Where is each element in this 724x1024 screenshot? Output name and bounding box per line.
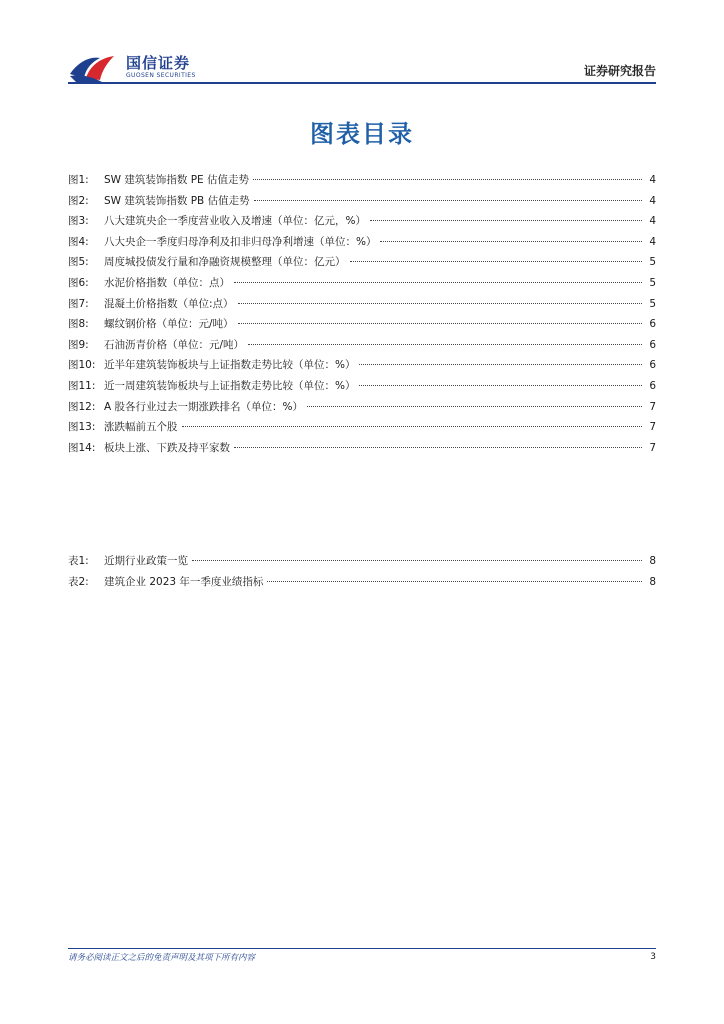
toc-entry[interactable] [68,296,656,317]
toc-dot-leader [238,303,642,304]
toc-dot-leader [182,426,643,427]
toc-entry[interactable] [68,357,656,378]
toc-entry-number: 表2: [68,575,89,588]
page-title: 图表目录 [310,120,414,148]
toc-entry-title: 近一周建筑装饰板块与上证指数走势比较（单位：%） [104,379,356,392]
toc-entry-title: 八大央企一季度归母净利及扣非归母净利增速（单位：%） [104,235,377,248]
toc-entry[interactable] [68,419,656,440]
toc-entry-number: 图3: [68,215,89,228]
toc-entry-page: 6 [649,338,656,351]
toc-entry-number: 图5: [68,256,89,269]
toc-entry-page: 7 [649,441,656,454]
toc-entry[interactable] [68,316,656,337]
toc-entry-title: 板块上涨、下跌及持平家数 [104,441,230,454]
toc-entry[interactable] [68,399,656,420]
toc-entry-page: 5 [649,256,656,269]
toc-entry-title: 近期行业政策一览 [104,555,188,567]
toc-entry-page: 7 [649,421,656,434]
toc-entry[interactable] [68,337,656,358]
logo-name-cn: 国信证券 [126,54,191,72]
toc-entry-title: SW 建筑装饰指数 PB 估值走势 [104,194,250,207]
logo-name-en: GUOSEN SECURITIES [126,72,196,79]
toc-entry-title: 石油沥青价格（单位：元/吨） [104,338,245,351]
guosen-logo-icon [68,52,120,82]
toc-entry-page: 8 [649,555,656,567]
toc-dot-leader [380,241,642,242]
toc-entry[interactable] [68,553,656,574]
toc-entry-page: 4 [649,194,656,207]
toc-entry-page: 6 [649,379,656,392]
toc-entry-number: 图9: [68,338,89,351]
toc-entry-title: 近半年建筑装饰板块与上证指数走势比较（单位：%） [104,359,356,372]
toc-entry[interactable] [68,234,656,255]
table-list [68,553,656,594]
toc-entry-number: 图6: [68,276,89,289]
toc-entry-number: 图7: [68,297,89,310]
toc-entry-title: SW 建筑装饰指数 PE 估值走势 [104,174,250,186]
toc-entry-title: A 股各行业过去一期涨跌排名（单位：%） [104,400,303,413]
toc-entry[interactable] [68,574,656,595]
toc-entry-number: 图2: [68,194,89,207]
toc-entry[interactable] [68,213,656,234]
header-divider [68,82,656,84]
toc-entry-title: 涨跌幅前五个股 [104,421,178,434]
toc-entry[interactable] [68,275,656,296]
report-type-label: 证券研究报告 [583,64,656,78]
toc-entry-page: 6 [649,359,656,372]
toc-entry-page: 4 [649,174,656,186]
toc-entry-number: 图13: [68,421,96,434]
toc-entry-number: 图8: [68,318,89,331]
toc-dot-leader [253,179,642,180]
toc-entry-number: 图4: [68,235,89,248]
figure-list [68,172,656,460]
toc-dot-leader [370,220,642,221]
toc-entry-number: 图12: [68,400,96,413]
toc-entry[interactable] [68,440,656,461]
toc-entry[interactable] [68,378,656,399]
toc-entry-number: 图11: [68,379,96,392]
toc-entry-title: 水泥价格指数（单位：点） [104,276,230,289]
toc-dot-leader [234,282,642,283]
toc-entry-title: 八大建筑央企一季度营业收入及增速（单位：亿元，%） [104,215,366,228]
toc-dot-leader [254,200,642,201]
footer-disclaimer: 请务必阅读正文之后的免责声明及其项下所有内容 [68,953,256,963]
toc-dot-leader [192,560,642,561]
guosen-logo [68,50,228,84]
toc-dot-leader [350,261,643,262]
toc-dot-leader [359,364,642,365]
toc-dot-leader [307,406,642,407]
toc-entry-number: 图1: [68,174,89,186]
toc-entry-page: 5 [649,297,656,310]
toc-dot-leader [359,385,642,386]
toc-entry[interactable] [68,172,656,193]
toc-entry-number: 表1: [68,555,89,567]
toc-entry[interactable] [68,254,656,275]
toc-dot-leader [267,581,642,582]
footer-divider [68,948,656,949]
toc-entry-title: 建筑企业 2023 年一季度业绩指标 [104,575,264,588]
toc-entry-page: 8 [649,575,656,588]
toc-entry[interactable] [68,193,656,214]
toc-entry-page: 6 [649,318,656,331]
toc-dot-leader [234,447,642,448]
toc-entry-title: 螺纹钢价格（单位：元/吨） [104,318,234,331]
toc-entry-page: 5 [649,276,656,289]
toc-entry-page: 4 [649,235,656,248]
toc-dot-leader [248,344,642,345]
toc-entry-number: 图10: [68,359,96,372]
toc-entry-page: 7 [649,400,656,413]
toc-entry-title: 混凝土价格指数（单位:点） [104,297,234,310]
toc-entry-title: 周度城投债发行量和净融资规模整理（单位：亿元） [104,256,346,269]
toc-dot-leader [238,323,642,324]
page-header [68,50,656,84]
page-number: 3 [650,952,656,962]
toc-entry-page: 4 [649,215,656,228]
toc-entry-number: 图14: [68,441,96,454]
